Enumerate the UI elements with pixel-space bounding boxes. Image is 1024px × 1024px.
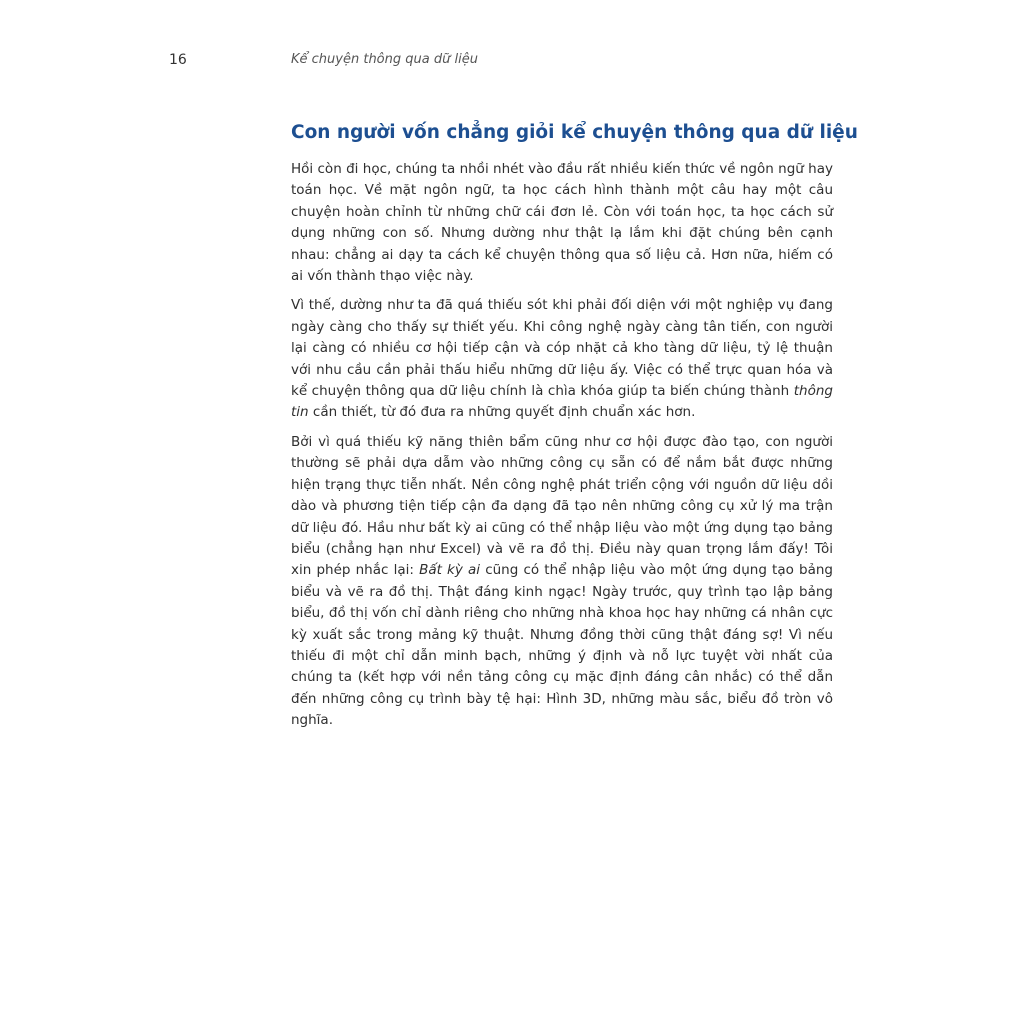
main-content: [291, 120, 858, 740]
paragraph-2-text-a: Vì thế, dường như ta đã quá thiếu sót khi phải đối diện với một nghiệp vụ đang ngày càng cho thấy sự thiết yếu. Khi công nghệ ngày càng tân tiến, con người lại càng có nhiều cơ hội tiếp cận và cóp nhặt cả kho tàng dữ liệu, tỷ lệ thuận với nhu cầu cần phải thấu hiểu những dữ liệu ấy. Việc có thể trực quan hóa và kể chuyện thông qua dữ liệu chính là chìa khóa giúp ta biến chúng thành: [291, 297, 833, 400]
paragraph-2: [291, 295, 833, 423]
running-header-title: Kể chuyện thông qua dữ liệu: [291, 52, 478, 67]
page-number: 16: [169, 52, 187, 68]
paragraph-3: [291, 432, 833, 732]
paragraph-3-emphasis: Bất kỳ ai: [419, 562, 481, 579]
paragraph-3-text-b: cũng có thể nhập liệu vào một ứng dụng tạo bảng biểu và vẽ ra đồ thị. Thật đáng kinh ngạc! Ngày trước, quy trình tạo lập bảng biểu, đồ thị vốn chỉ dành riêng cho những nhà khoa học hay những cá nhân cực kỳ xuất sắc trong mảng kỹ thuật. Nhưng đồng thời cũng thật đáng sợ! Vì nếu thiếu đi một chỉ dẫn minh bạch, những ý định và nỗ lực tuyệt vời nhất của chúng ta (kết hợp với nền tảng công cụ mặc định đáng cân nhắc) có thể dẫn đến những công cụ trình bày tệ hại: Hình 3D, những màu sắc, biểu đồ tròn vô nghĩa.: [291, 562, 833, 729]
paragraph-1: Hồi còn đi học, chúng ta nhồi nhét vào đầu rất nhiều kiến thức về ngôn ngữ hay toán học. Về mặt ngôn ngữ, ta học cách hình thành một câu hay một câu chuyện hoàn chỉnh từ những chữ cái đơn lẻ. Còn với toán học, ta học cách sử dụng những con số. Nhưng dường như thật lạ lắm khi đặt chúng bên cạnh nhau: chẳng ai dạy ta cách kể chuyện thông qua số liệu cả. Hơn nữa, hiếm có ai vốn thành thạo việc này.: [291, 161, 833, 285]
section-heading: Con người vốn chẳng giỏi kể chuyện thông qua dữ liệu: [291, 122, 858, 143]
paragraph-2-emphasis: thông tin: [291, 383, 833, 421]
paragraph-3-text-a: Bởi vì quá thiếu kỹ năng thiên bẩm cũng như cơ hội được đào tạo, con người thường sẽ phải dựa dẫm vào những công cụ sẵn có để nắm bắt được những hiện trạng thực tiễn nhất. Nền công nghệ phát triển cộng với nguồn dữ liệu dồi dào và phương tiện tiếp cận đa dạng đã tạo nên những công cụ xử lý ma trận dữ liệu đó. Hầu như bất kỳ ai cũng có thể nhập liệu vào một ứng dụng tạo bảng biểu (chẳng hạn như Excel) và vẽ ra đồ thị. Điều này quan trọng lắm đấy! Tôi xin phép nhắc lại:: [291, 433, 833, 579]
paragraph-2-text-b: cần thiết, từ đó đưa ra những quyết định chuẩn xác hơn.: [308, 404, 696, 421]
